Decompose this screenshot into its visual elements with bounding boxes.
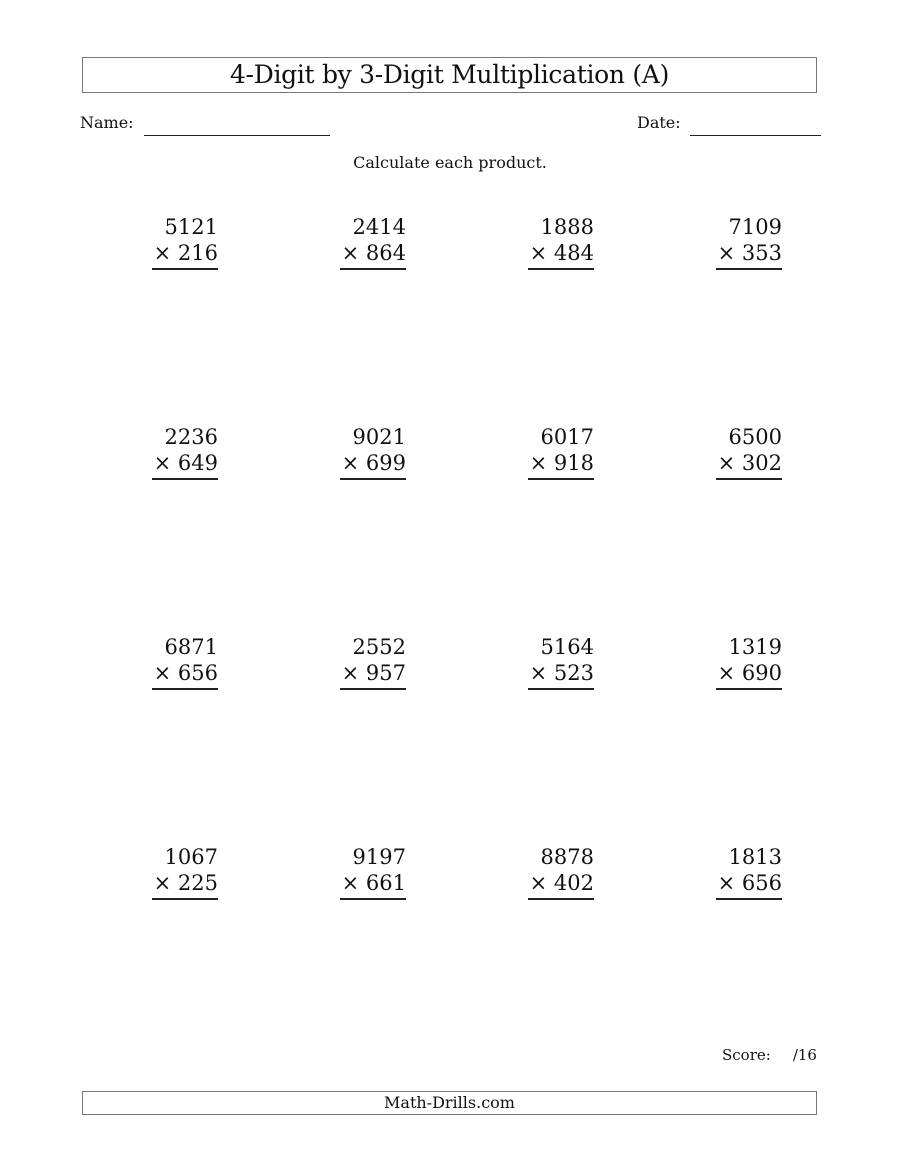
- multiplicand: 1888: [540, 215, 594, 239]
- multiplicand: 5164: [540, 635, 594, 659]
- problem-12: [692, 634, 782, 690]
- multiplier: 661: [365, 871, 406, 895]
- date-line: [690, 135, 821, 136]
- times-icon: ×: [153, 241, 172, 265]
- footer: [82, 1091, 817, 1115]
- multiplier: 656: [177, 661, 218, 685]
- times-icon: ×: [717, 451, 736, 475]
- problem-6: [316, 424, 406, 480]
- multiplier-row: [528, 450, 594, 480]
- multiplier-row: [152, 450, 218, 480]
- multiplicand: 9021: [352, 425, 406, 449]
- multiplier: 353: [741, 241, 782, 265]
- problem-8: [692, 424, 782, 480]
- multiplicand: 1813: [728, 845, 782, 869]
- multiplicand: 2236: [164, 425, 218, 449]
- worksheet-title-box: [82, 57, 817, 93]
- times-icon: ×: [153, 661, 172, 685]
- multiplier: 690: [741, 661, 782, 685]
- problem-13: [128, 844, 218, 900]
- times-icon: ×: [717, 871, 736, 895]
- multiplicand: 8878: [540, 845, 594, 869]
- multiplier-row: [528, 870, 594, 900]
- multiplier-row: [340, 870, 406, 900]
- multiplier: 649: [177, 451, 218, 475]
- times-icon: ×: [529, 871, 548, 895]
- multiplicand: 6871: [164, 635, 218, 659]
- problem-14: [316, 844, 406, 900]
- multiplier: 523: [553, 661, 594, 685]
- score-label: Score:: [722, 1046, 771, 1064]
- name-label: Name:: [80, 113, 134, 132]
- date-label: Date:: [637, 113, 681, 132]
- multiplier-row: [152, 660, 218, 690]
- multiplier: 699: [365, 451, 406, 475]
- multiplier: 656: [741, 871, 782, 895]
- instructions: Calculate each product.: [353, 153, 547, 172]
- multiplicand: 7109: [728, 215, 782, 239]
- multiplicand: 6017: [540, 425, 594, 449]
- multiplicand: 2552: [352, 635, 406, 659]
- times-icon: ×: [529, 451, 548, 475]
- problem-9: [128, 634, 218, 690]
- multiplier-row: [340, 660, 406, 690]
- times-icon: ×: [153, 871, 172, 895]
- multiplier-row: [528, 240, 594, 270]
- problem-2: [316, 214, 406, 270]
- problem-3: [504, 214, 594, 270]
- footer-text: Math-Drills.com: [384, 1093, 515, 1112]
- multiplier: 216: [177, 241, 218, 265]
- problem-16: [692, 844, 782, 900]
- multiplicand: 5121: [164, 215, 218, 239]
- multiplier-row: [152, 870, 218, 900]
- score: [722, 1046, 817, 1064]
- times-icon: ×: [529, 241, 548, 265]
- multiplier: 957: [365, 661, 406, 685]
- times-icon: ×: [153, 451, 172, 475]
- problem-15: [504, 844, 594, 900]
- name-line: [144, 135, 330, 136]
- problem-10: [316, 634, 406, 690]
- multiplier-row: [528, 660, 594, 690]
- multiplicand: 1067: [164, 845, 218, 869]
- score-total: /16: [792, 1046, 817, 1064]
- problem-4: [692, 214, 782, 270]
- problem-5: [128, 424, 218, 480]
- multiplier: 402: [553, 871, 594, 895]
- multiplicand: 9197: [352, 845, 406, 869]
- multiplier: 918: [553, 451, 594, 475]
- times-icon: ×: [717, 241, 736, 265]
- multiplier: 225: [177, 871, 218, 895]
- multiplier-row: [716, 660, 782, 690]
- times-icon: ×: [341, 661, 360, 685]
- times-icon: ×: [717, 661, 736, 685]
- times-icon: ×: [341, 451, 360, 475]
- multiplier-row: [716, 450, 782, 480]
- times-icon: ×: [341, 871, 360, 895]
- multiplier-row: [340, 240, 406, 270]
- problem-11: [504, 634, 594, 690]
- worksheet-title: 4-Digit by 3-Digit Multiplication (A): [229, 60, 670, 89]
- times-icon: ×: [529, 661, 548, 685]
- times-icon: ×: [341, 241, 360, 265]
- multiplier: 302: [741, 451, 782, 475]
- multiplier: 864: [365, 241, 406, 265]
- multiplicand: 1319: [728, 635, 782, 659]
- multiplier-row: [716, 870, 782, 900]
- multiplicand: 2414: [352, 215, 406, 239]
- multiplier-row: [152, 240, 218, 270]
- multiplier-row: [340, 450, 406, 480]
- multiplier-row: [716, 240, 782, 270]
- multiplier: 484: [553, 241, 594, 265]
- problem-7: [504, 424, 594, 480]
- problem-1: [128, 214, 218, 270]
- multiplicand: 6500: [728, 425, 782, 449]
